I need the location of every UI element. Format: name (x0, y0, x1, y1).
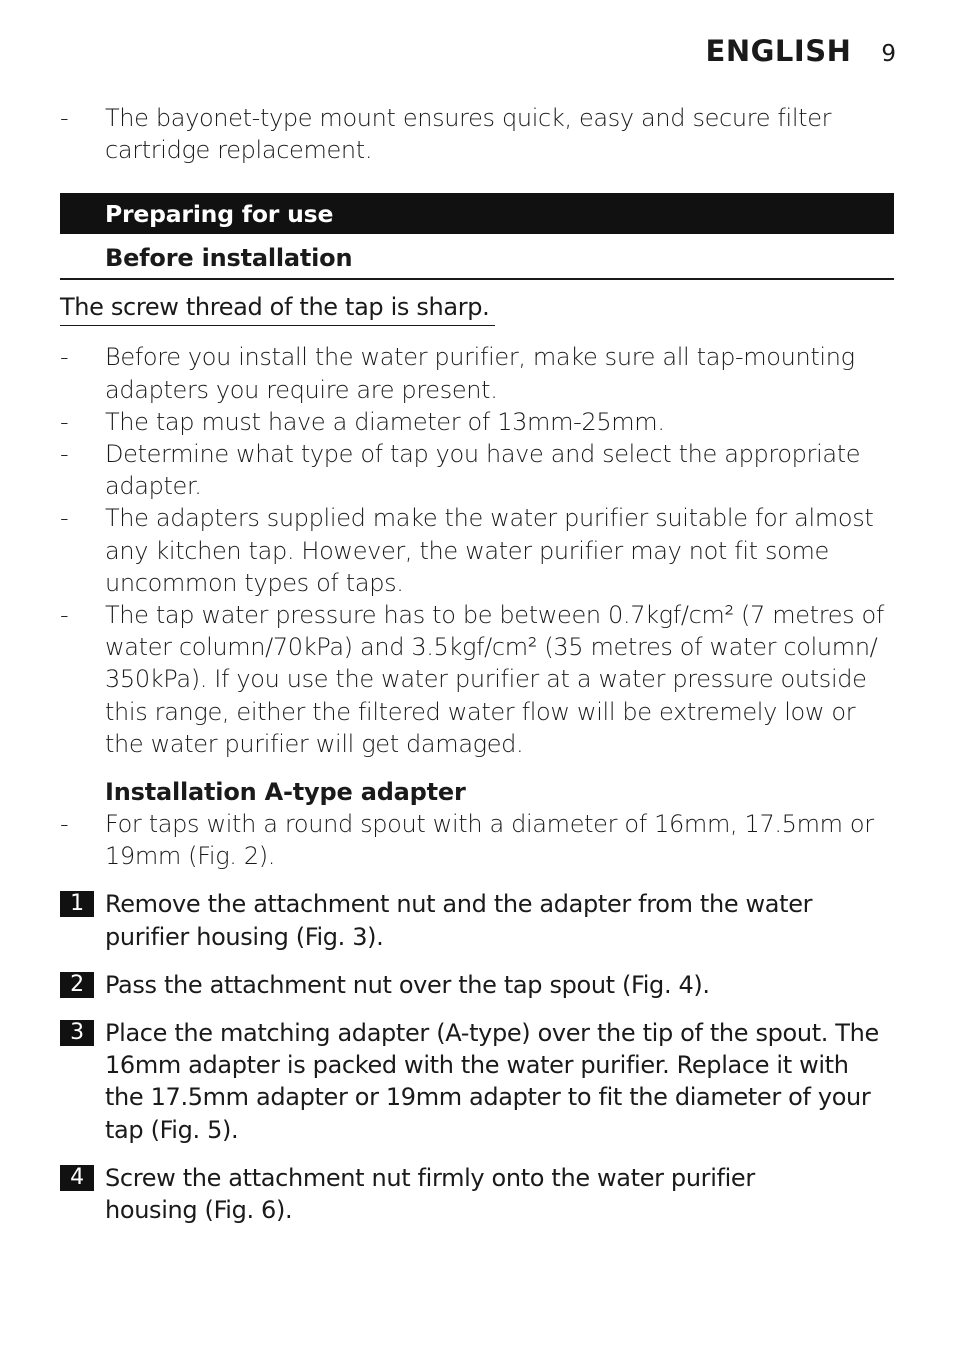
bullet-text: Determine what type of tap you have and select the appropriate adapter. (105, 440, 861, 501)
bullet-dash: - (60, 343, 69, 372)
bullet-text: The bayonet-type mount ensures quick, easy and secure filter cartridge replacement. (105, 104, 832, 165)
language-label: ENGLISH (705, 34, 852, 68)
step-text: Pass the attachment nut over the tap spout (Fig. 4). (105, 970, 710, 999)
page-content (60, 102, 894, 1226)
requirements-list (60, 341, 894, 760)
a-type-heading: Installation A-type adapter (105, 778, 466, 807)
warning-line (60, 280, 894, 326)
step-number-badge: 2 (60, 972, 94, 998)
list-item (60, 502, 894, 599)
bullet-dash: - (60, 601, 69, 630)
bullet-text: The tap water pressure has to be between 0.7kgf/cm² (7 metres of water column/70kPa) and 3.5kgf/cm² (35 metres of water column/ 350kPa). If you use the water purifier at a water pressure outside this range, either the filtered water flow will be extremely low or the water purifier will get damaged. (105, 601, 884, 758)
step-3 (60, 1017, 894, 1146)
section-title-bar (60, 193, 894, 234)
list-item (60, 341, 894, 405)
bullet-text: For taps with a round spout with a diameter of 16mm, 17.5mm or 19mm (Fig. 2). (105, 810, 874, 871)
a-type-bullet (60, 808, 894, 872)
page-header (706, 34, 896, 68)
list-item (60, 406, 894, 438)
bullet-text: The adapters supplied make the water purifier suitable for almost any kitchen tap. However, the water purifier may not fit some uncommon types of taps. (105, 504, 874, 597)
before-installation-heading: Before installation (60, 242, 894, 280)
step-4 (60, 1162, 894, 1226)
bullet-text: The tap must have a diameter of 13mm-25mm. (105, 407, 665, 436)
step-number-badge: 1 (60, 891, 94, 917)
step-2 (60, 969, 894, 1001)
bullet-text: Before you install the water purifier, make sure all tap-mounting adapters you require are present. (105, 343, 855, 404)
section-title: Preparing for use (105, 199, 334, 228)
step-number-badge: 3 (60, 1020, 94, 1046)
step-text: Place the matching adapter (A-type) over the tip of the spout. The 16mm adapter is packed with the water purifier. Replace it with the 17.5mm adapter or 19mm adapter to fit the diameter of your tap (Fig. 5). (105, 1019, 879, 1144)
step-1 (60, 888, 894, 952)
step-text: Remove the attachment nut and the adapter from the water purifier housing (Fig. 3). (105, 890, 813, 951)
step-text: Screw the attachment nut firmly onto the water purifier housing (Fig. 6). (105, 1163, 755, 1225)
bullet-dash: - (60, 504, 69, 533)
step-number-badge: 4 (60, 1165, 94, 1191)
page-number: 9 (881, 41, 896, 67)
bullet-dash: - (60, 407, 69, 436)
bullet-dash: - (60, 440, 69, 469)
list-item (60, 438, 894, 502)
warning-text: The screw thread of the tap is sharp. (60, 291, 495, 326)
bullet-dash: - (60, 810, 69, 839)
intro-bullet (60, 102, 894, 166)
bullet-dash: - (60, 104, 69, 132)
list-item (60, 599, 894, 760)
